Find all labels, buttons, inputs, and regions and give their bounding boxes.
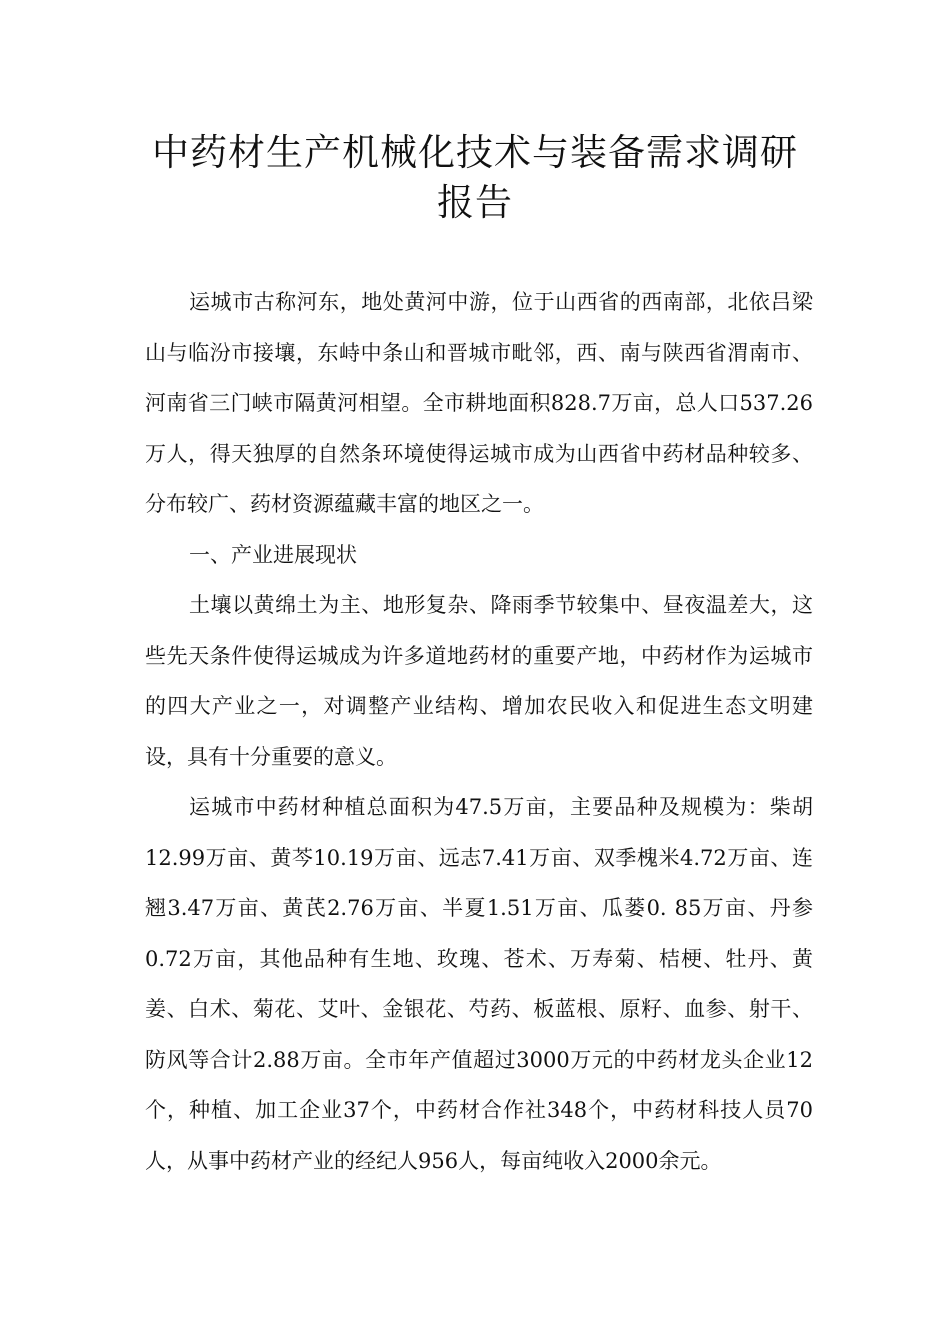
paragraph-intro: 运城市古称河东，地处黄河中游，位于山西省的西南部，北依吕梁山与临汾市接壤，东峙中条山和晋城市毗邻，西、南与陕西省渭南市、河南省三门峡市隔黄河相望。全市耕地面积828.7万亩，总人口537.26万人，得天独厚的自然条环境使得运城市成为山西省中药材品种较多、分布较广、药材资源蕴藏丰富的地区之一。 bbox=[145, 290, 813, 516]
paragraph-statistics: 运城市中药材种植总面积为47.5万亩，主要品种及规模为：柴胡12.99万亩、黄芩10.19万亩、远志7.41万亩、双季槐米4.72万亩、连翘3.47万亩、黄芪2.76万亩、半夏1.51万亩、瓜蒌0. 85万亩、丹参0.72万亩，其他品种有生地、玫瑰、苍术、万寿菊、桔梗、牡丹、黄姜、白术、菊花、艾叶、金银花、芍药、板蓝根、原籽、血参、射干、防风等合计2.88万亩。全市年产值超过3000万元的中药材龙头企业12个，种植、加工企业37个，中药材合作社348个，中药材科技人员70人，从事中药材产业的经纪人956人，每亩纯收入2000余元。 bbox=[145, 795, 813, 1173]
document-body bbox=[145, 277, 813, 1186]
document-title bbox=[120, 128, 830, 228]
document-title-line-2: 报告 bbox=[437, 181, 513, 224]
paragraph-conditions: 土壤以黄绵土为主、地形复杂、降雨季节较集中、昼夜温差大，这些先天条件使得运城成为许多道地药材的重要产地，中药材作为运城市的四大产业之一，对调整产业结构、增加农民收入和促进生态文明建设，具有十分重要的意义。 bbox=[145, 593, 813, 769]
section-heading: 一、产业进展现状 bbox=[189, 542, 357, 567]
document-title-line-1: 中药材生产机械化技术与装备需求调研 bbox=[152, 131, 798, 174]
